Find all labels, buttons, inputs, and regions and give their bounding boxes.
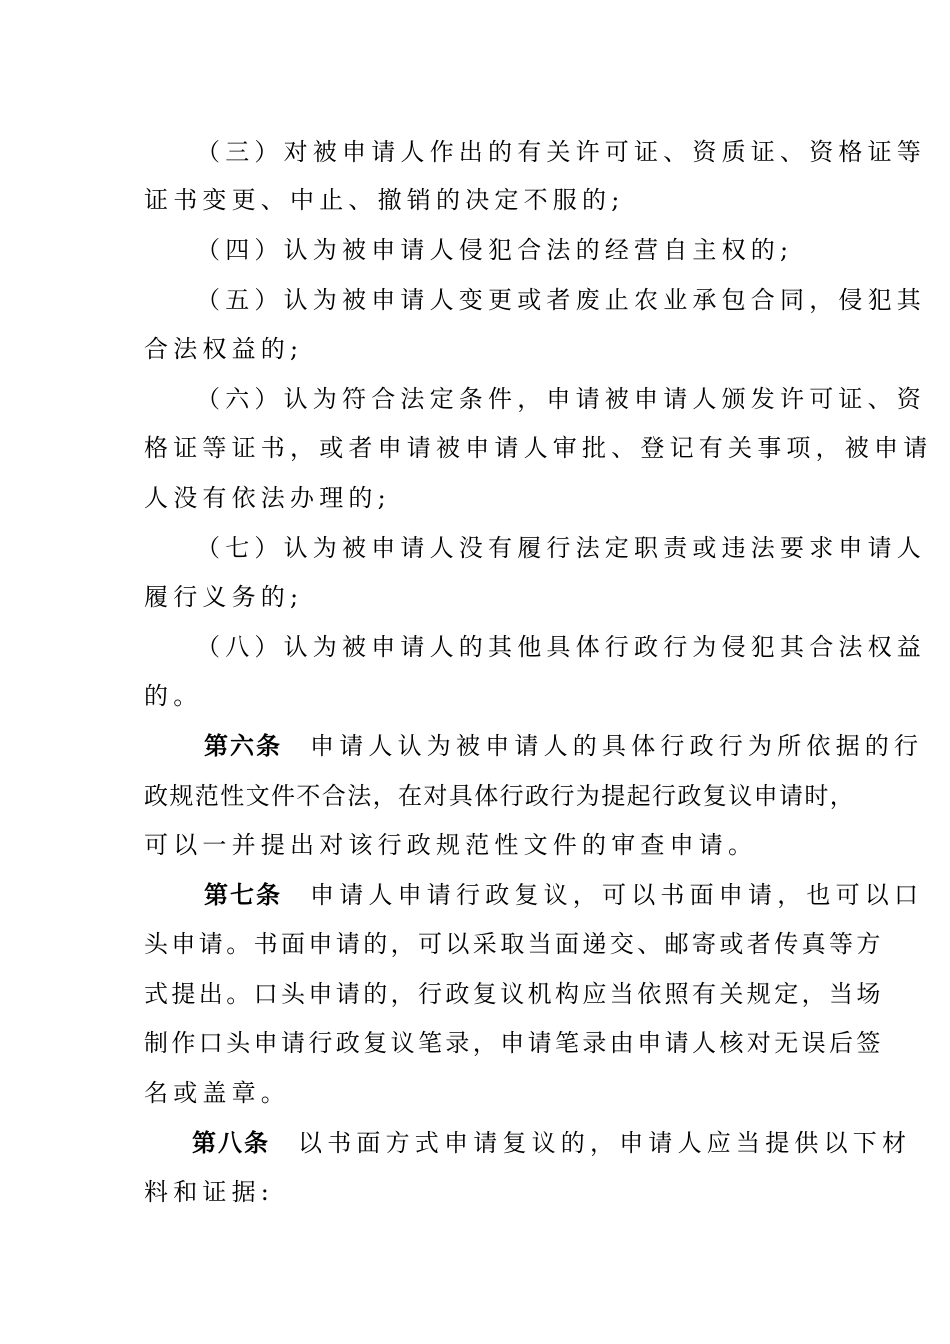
- article-8-text: 以书面方式申请复议的，申请人应当提供以下材: [298, 1129, 912, 1157]
- article-6-line-3: 可以一并提出对该行政规范性文件的审查申请。: [144, 831, 758, 859]
- article-7-heading: 第七条: [204, 880, 282, 909]
- clause-6-line-2: 格证等证书，或者申请被申请人审批、登记有关事项，被申请: [144, 434, 933, 462]
- article-6-line-2: 政规范性文件不合法，在对具体行政行为提起行政复议申请时，: [144, 782, 856, 810]
- clause-5-line-2: 合法权益的;: [144, 335, 304, 363]
- article-7-line-2: 头申请。书面申请的，可以采取当面递交、邮寄或者传真等方: [144, 930, 884, 958]
- clause-3-line-1: （三）对被申请人作出的有关许可证、资质证、资格证等: [196, 138, 926, 166]
- clause-7-line-1: （七）认为被申请人没有履行法定职责或违法要求申请人: [196, 534, 926, 562]
- article-8-line-2: 料和证据:: [144, 1178, 275, 1206]
- clause-4-line-1: （四）认为被申请人侵犯合法的经营自主权的;: [196, 236, 794, 264]
- clause-6-line-3: 人没有依法办理的;: [144, 484, 391, 512]
- article-7-text: 申请人申请行政复议，可以书面申请，也可以口: [310, 881, 924, 909]
- article-7-line-5: 名或盖章。: [144, 1079, 290, 1107]
- article-7-line-4: 制作口头申请行政复议笔录，申请笔录由申请人核对无误后签: [144, 1029, 884, 1057]
- clause-5-line-1: （五）认为被申请人变更或者废止农业承包合同，侵犯其: [196, 286, 926, 314]
- article-6-line-1: [204, 730, 923, 762]
- article-8-heading: 第八条: [192, 1128, 270, 1157]
- clause-8-line-1: （八）认为被申请人的其他具体行政行为侵犯其合法权益: [196, 633, 926, 661]
- clause-6-line-1: （六）认为符合法定条件，申请被申请人颁发许可证、资: [196, 385, 926, 413]
- clause-3-line-2: 证书变更、中止、撤销的决定不服的;: [144, 186, 625, 214]
- article-7-line-1: [204, 879, 923, 911]
- article-6-heading: 第六条: [204, 731, 282, 760]
- article-8-line-1: [192, 1127, 911, 1159]
- article-7-line-3: 式提出。口头申请的，行政复议机构应当依照有关规定，当场: [144, 980, 884, 1008]
- clause-8-line-2: 的。: [144, 682, 203, 710]
- clause-7-line-2: 履行义务的;: [144, 583, 304, 611]
- article-6-text: 申请人认为被申请人的具体行政行为所依据的行: [310, 732, 924, 760]
